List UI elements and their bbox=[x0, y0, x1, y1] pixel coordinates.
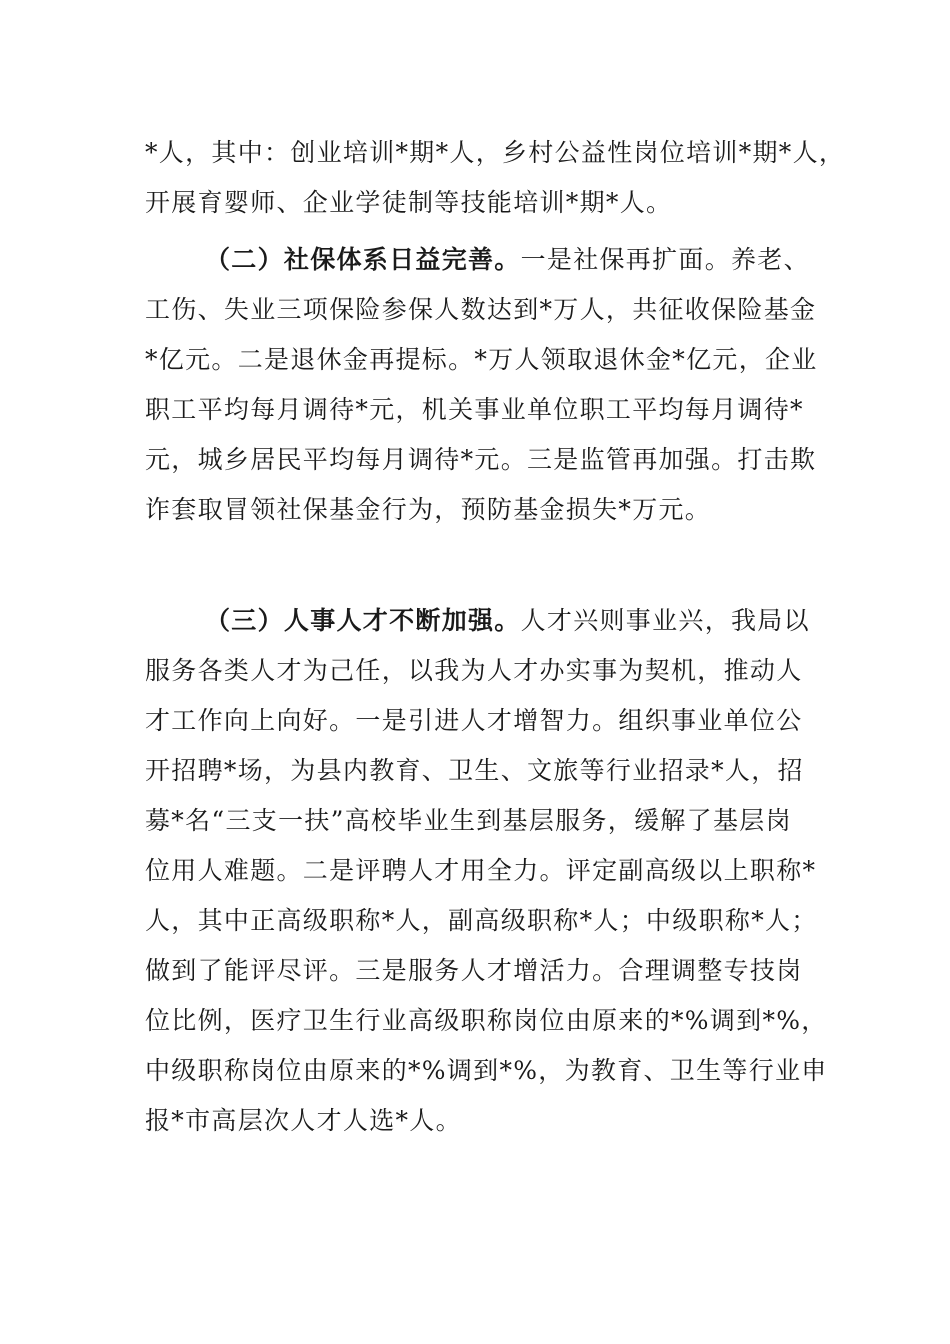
paragraph-line: *亿元。二是退休金再提标。*万人领取退休金*亿元，企业 bbox=[145, 345, 818, 374]
paragraph-line: 中级职称岗位由原来的*%调到*%，为教育、卫生等行业申 bbox=[145, 1056, 828, 1085]
paragraph-social-security bbox=[145, 235, 818, 535]
section-heading: （二）社保体系日益完善。 bbox=[205, 245, 521, 274]
paragraph-line: 开展育婴师、企业学徒制等技能培训*期*人。 bbox=[145, 188, 673, 217]
paragraph-line: 人，其中正高级职称*人，副高级职称*人；中级职称*人； bbox=[145, 906, 818, 935]
paragraph-line: 开招聘*场，为县内教育、卫生、文旅等行业招录*人，招 bbox=[145, 756, 804, 785]
paragraph-line: 位比例，医疗卫生行业高级职称岗位由原来的*%调到*%， bbox=[145, 1006, 828, 1035]
paragraph-line: 募*名“三支一扶”高校毕业生到基层服务，缓解了基层岗 bbox=[145, 806, 792, 835]
paragraph-text: 一是社保再扩面。养老、 bbox=[520, 245, 810, 274]
paragraph-line: 报*市高层次人才人选*人。 bbox=[145, 1106, 462, 1135]
paragraph-first-line bbox=[145, 235, 810, 285]
paragraph-line: 才工作向上向好。一是引进人才增智力。组织事业单位公 bbox=[145, 706, 803, 735]
paragraph-line: 职工平均每月调待*元，机关事业单位职工平均每月调待* bbox=[145, 395, 804, 424]
section-heading: （三）人事人才不断加强。 bbox=[205, 606, 521, 635]
paragraph-training bbox=[145, 128, 846, 228]
paragraph-line: *人，其中：创业培训*期*人，乡村公益性岗位培训*期*人， bbox=[145, 138, 846, 167]
paragraph-line: 服务各类人才为己任，以我为人才办实事为契机，推动人 bbox=[145, 656, 803, 685]
paragraph-line: 元，城乡居民平均每月调待*元。三是监管再加强。打击欺 bbox=[145, 445, 817, 474]
paragraph-line: 工伤、失业三项保险参保人数达到*万人，共征收保险基金 bbox=[145, 295, 817, 324]
paragraph-text: 人才兴则事业兴，我局以 bbox=[520, 606, 810, 635]
paragraph-line: 位用人难题。二是评聘人才用全力。评定副高级以上职称* bbox=[145, 856, 817, 885]
paragraph-personnel-talent bbox=[145, 596, 828, 1146]
paragraph-line: 做到了能评尽评。三是服务人才增活力。合理调整专技岗 bbox=[145, 956, 803, 985]
paragraph-line: 诈套取冒领社保基金行为，预防基金损失*万元。 bbox=[145, 495, 712, 524]
paragraph-first-line bbox=[145, 596, 810, 646]
